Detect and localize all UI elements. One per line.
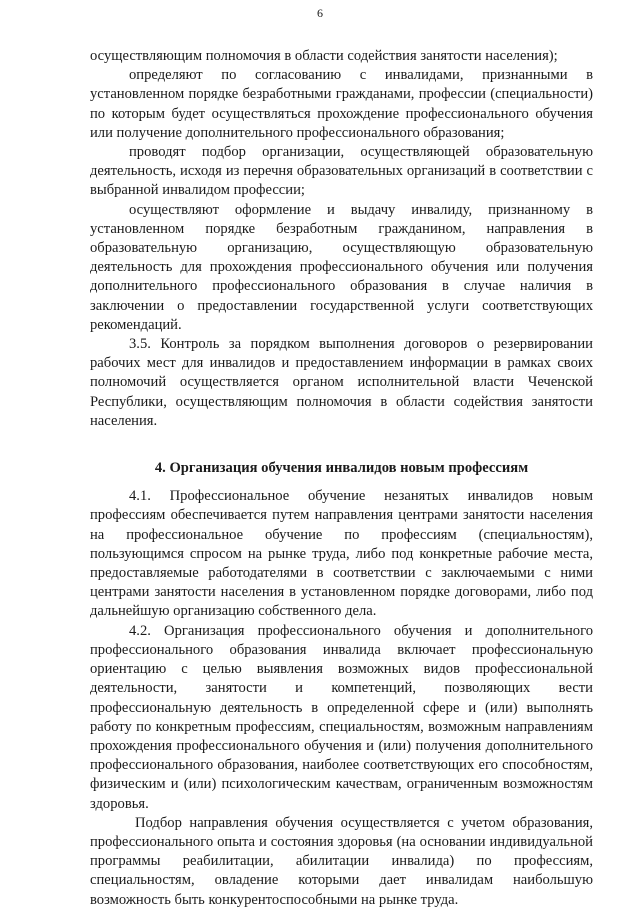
paragraph: 4.1. Профессиональное обучение незанятых инвалидов новым профессиям обеспечивается путем направления центрами занятости населения на профессиональное обучение по профессиям (специальностям), пользующимся спросом на рынке труда, либо под конкретные рабочие места, предоставляемые работодателями в соответствии с заключаемыми с ними центрами занятости населения в установленном порядке договорами, либо под дальнейшую организацию собственного дела. xyxy=(90,488,593,620)
section-heading: 4. Организация обучения инвалидов новым профессиям xyxy=(154,460,529,477)
paragraph: 3.5. Контроль за порядком выполнения договоров о резервировании рабочих мест для инвалидов и предоставлением информации в рамках своих полномочий осуществляется органом исполнительной власти Чеченской Республики, осуществляющим полномочия в области содействия занятости населения. xyxy=(90,336,593,429)
paragraph: осуществляющим полномочия в области содействия занятости населения); xyxy=(90,48,558,64)
document-body xyxy=(90,47,593,910)
paragraph: Подбор направления обучения осуществляется с учетом образования, профессионального опыта и состояния здоровья (на основании индивидуальной программы реабилитации, абилитации инвалида) по профессиям, специальностям, овладение которыми дает инвалидам наибольшую возможность быть конкурентоспособными на рынке труда. xyxy=(90,814,593,908)
page-number: 6 xyxy=(317,6,323,20)
paragraph: проводят подбор организации, осуществляющей образовательную деятельность, исходя из перечня образовательных организаций в соответствии с выбранной инвалидом профессии; xyxy=(90,144,593,199)
paragraph: 4.2. Организация профессионального обучения и дополнительного профессионального образования инвалида включает профессиональную ориентацию с целью выявления возможных видов профессиональной деятельности, занятости и компетенций, позволяющих вести профессиональную деятельность в определенной сфере и (или) выполнять работу по конкретным профессиям, специальностям, возможным направлениям прохождения профессионального обучения и (или) получения дополнительного профессионального образования, наиболее соответствующих его способностям, физическим и (или) психологическим качествам, ограниченным возможностям здоровья. xyxy=(90,622,593,812)
paragraph: осуществляют оформление и выдачу инвалиду, признанному в установленном порядке безработным гражданином, направления в образовательную организацию, осуществляющую образовательную деятельность для прохождения профессионального обучения или получения дополнительного профессионального образования в случае наличия в заключении о предоставлении государственной услуги соответствующих рекомендаций. xyxy=(90,201,593,333)
paragraph: определяют по согласованию с инвалидами, признанными в установленном порядке безработными гражданами, профессии (специальности) по которым будет осуществляться прохождение профессионального обучения или получение дополнительного профессионального образования; xyxy=(90,67,593,141)
